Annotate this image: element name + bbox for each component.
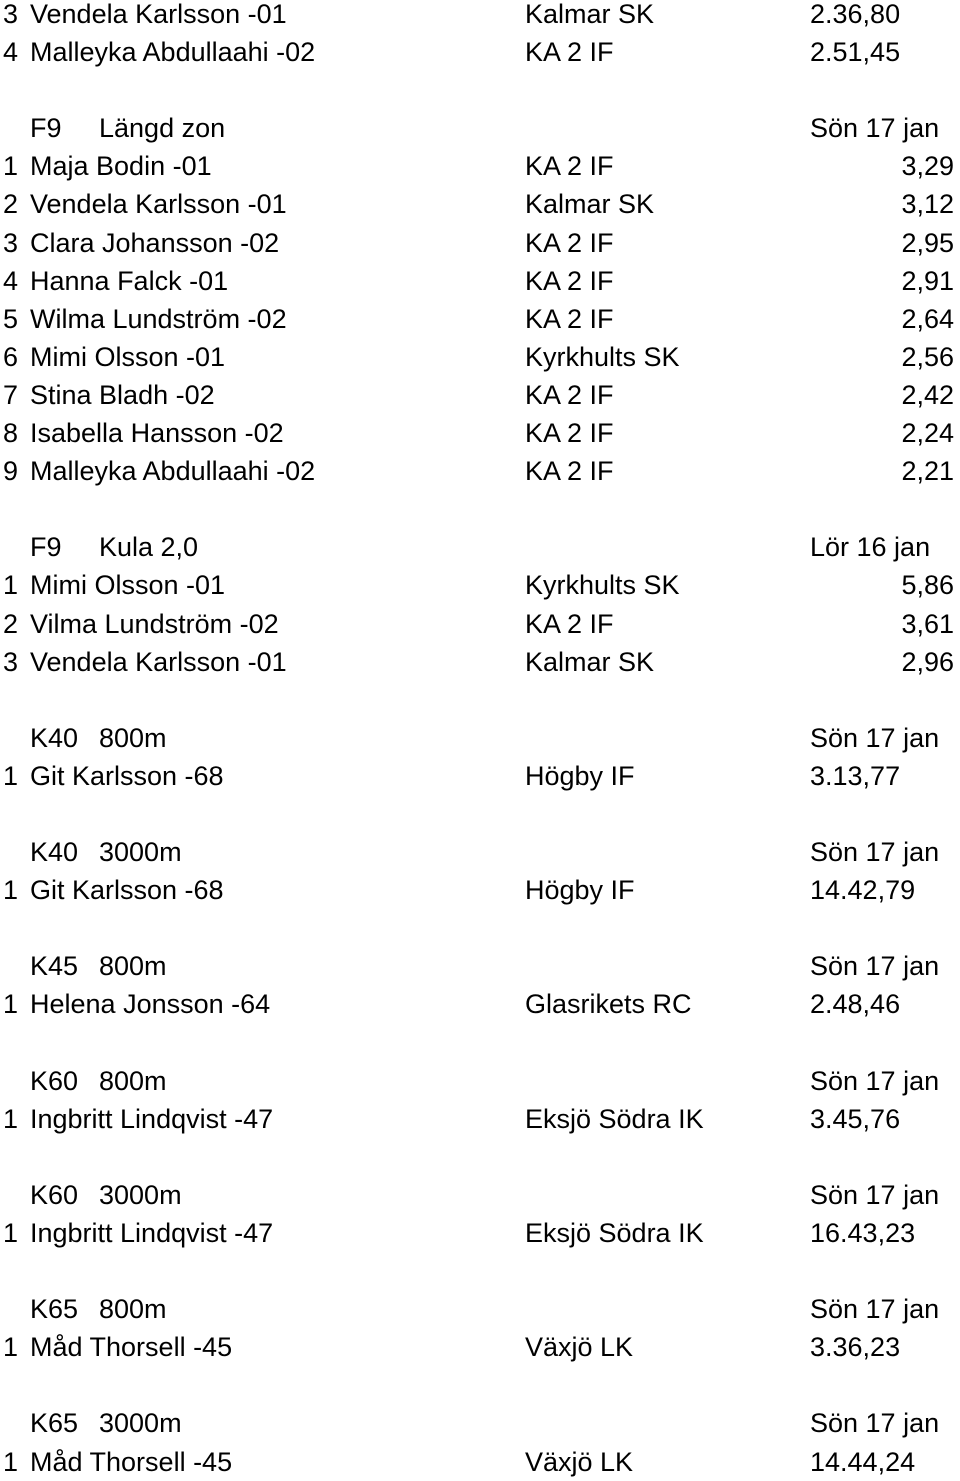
event-date: Sön 17 jan (810, 951, 940, 982)
result-row (0, 300, 960, 338)
athlete-place: 8 (3, 418, 19, 449)
event-date: Sön 17 jan (810, 1065, 940, 1096)
athlete-place: 1 (3, 570, 19, 601)
athlete-place: 1 (3, 875, 19, 906)
event-date: Sön 17 jan (810, 722, 940, 753)
event-header (0, 109, 960, 147)
athlete-result: 5,86 (901, 570, 954, 601)
athlete-club: KA 2 IF (525, 379, 614, 410)
athlete-place: 1 (3, 1446, 19, 1477)
athlete-place: 2 (3, 608, 19, 639)
result-row (0, 985, 960, 1023)
result-row (0, 33, 960, 71)
athlete-club: Eksjö Södra IK (525, 1103, 704, 1134)
athlete-name: Malleyka Abdullaahi -02 (30, 456, 316, 487)
athlete-result: 3.36,23 (810, 1332, 901, 1363)
athlete-place: 5 (3, 303, 19, 334)
event-discipline: 3000m (99, 1408, 182, 1439)
result-row (0, 1100, 960, 1138)
athlete-club: Kyrkhults SK (525, 341, 680, 372)
athlete-club: KA 2 IF (525, 227, 614, 258)
event-header (0, 1176, 960, 1214)
athlete-club: Kalmar SK (525, 189, 655, 220)
athlete-club: KA 2 IF (525, 265, 614, 296)
event-date: Sön 17 jan (810, 1408, 940, 1439)
event-discipline: Längd zon (99, 113, 226, 144)
event-header (0, 947, 960, 985)
athlete-place: 9 (3, 456, 19, 487)
athlete-place: 1 (3, 1103, 19, 1134)
athlete-name: Vendela Karlsson -01 (30, 0, 287, 29)
result-row (0, 643, 960, 681)
athlete-name: Vendela Karlsson -01 (30, 189, 287, 220)
event-class: K40 (30, 722, 79, 753)
result-row (0, 1443, 960, 1481)
athlete-name: Malleyka Abdullaahi -02 (30, 37, 316, 68)
athlete-club: Eksjö Södra IK (525, 1218, 704, 1248)
athlete-place: 4 (3, 265, 19, 296)
result-row (0, 452, 960, 490)
athlete-name: Isabella Hansson -02 (30, 418, 284, 449)
result-row (0, 147, 960, 185)
athlete-result: 2,95 (901, 227, 954, 258)
result-row (0, 1328, 960, 1366)
athlete-result: 2,56 (901, 341, 954, 372)
athlete-club: Kalmar SK (525, 646, 655, 677)
event-class: K45 (30, 951, 79, 982)
result-row (0, 1214, 960, 1252)
athlete-place: 1 (3, 760, 19, 791)
result-row (0, 262, 960, 300)
athlete-club: KA 2 IF (525, 37, 614, 68)
athlete-name: Mimi Olsson -01 (30, 341, 226, 372)
block-spacer (0, 71, 960, 109)
athlete-place: 2 (3, 189, 19, 220)
event-date: Lör 16 jan (810, 532, 931, 563)
athlete-club: Högby IF (525, 760, 635, 791)
result-row (0, 224, 960, 262)
athlete-result: 3,61 (901, 608, 954, 639)
athlete-club: KA 2 IF (525, 418, 614, 449)
athlete-name: Vilma Lundström -02 (30, 608, 279, 639)
block-spacer (0, 1024, 960, 1062)
event-discipline: 3000m (99, 1179, 182, 1210)
athlete-club: Kyrkhults SK (525, 570, 680, 601)
event-header (0, 528, 960, 566)
block-spacer (0, 681, 960, 719)
event-header (0, 1062, 960, 1100)
athlete-place: 1 (3, 989, 19, 1020)
athlete-name: Clara Johansson -02 (30, 227, 280, 258)
athlete-club: Glasrikets RC (525, 989, 692, 1020)
athlete-place: 1 (3, 151, 19, 182)
athlete-name: Git Karlsson -68 (30, 760, 224, 791)
event-header (0, 1290, 960, 1328)
athlete-club: Växjö LK (525, 1446, 634, 1477)
result-row (0, 757, 960, 795)
athlete-name: Wilma Lundström -02 (30, 303, 287, 334)
athlete-place: 4 (3, 37, 19, 68)
athlete-club: KA 2 IF (525, 456, 614, 487)
event-discipline: 800m (99, 1065, 167, 1096)
athlete-result: 16.43,23 (810, 1218, 916, 1248)
event-discipline: 800m (99, 951, 167, 982)
event-class: K60 (30, 1065, 79, 1096)
block-spacer (0, 1138, 960, 1176)
event-discipline: 3000m (99, 837, 182, 868)
event-date: Sön 17 jan (810, 1179, 940, 1210)
athlete-result: 2,91 (901, 265, 954, 296)
athlete-result: 2.51,45 (810, 37, 901, 68)
event-discipline: Kula 2,0 (99, 532, 199, 563)
event-header (0, 833, 960, 871)
event-class: F9 (30, 532, 62, 563)
result-row (0, 0, 960, 33)
athlete-name: Måd Thorsell -45 (30, 1446, 233, 1477)
result-row (0, 605, 960, 643)
athlete-name: Helena Jonsson -64 (30, 989, 271, 1020)
athlete-place: 1 (3, 1218, 19, 1248)
athlete-club: Högby IF (525, 875, 635, 906)
event-header (0, 719, 960, 757)
athlete-club: Kalmar SK (525, 0, 655, 29)
athlete-name: Ingbritt Lindqvist -47 (30, 1103, 274, 1134)
athlete-result: 3,29 (901, 151, 954, 182)
athlete-result: 2,64 (901, 303, 954, 334)
athlete-place: 7 (3, 379, 19, 410)
athlete-club: KA 2 IF (525, 608, 614, 639)
result-row (0, 414, 960, 452)
event-class: F9 (30, 113, 62, 144)
athlete-result: 3,12 (901, 189, 954, 220)
event-class: K65 (30, 1408, 79, 1439)
block-spacer (0, 1252, 960, 1290)
athlete-place: 3 (3, 227, 19, 258)
athlete-name: Hanna Falck -01 (30, 265, 229, 296)
block-spacer (0, 490, 960, 528)
athlete-place: 1 (3, 1332, 19, 1363)
event-discipline: 800m (99, 722, 167, 753)
event-date: Sön 17 jan (810, 113, 940, 144)
event-class: K65 (30, 1294, 79, 1325)
block-spacer (0, 1366, 960, 1404)
athlete-result: 3.45,76 (810, 1103, 901, 1134)
event-class: K40 (30, 837, 79, 868)
athlete-result: 2,24 (901, 418, 954, 449)
athlete-place: 3 (3, 0, 19, 29)
athlete-result: 14.44,24 (810, 1446, 916, 1477)
athlete-name: Git Karlsson -68 (30, 875, 224, 906)
athlete-name: Mimi Olsson -01 (30, 570, 226, 601)
athlete-name: Ingbritt Lindqvist -47 (30, 1218, 274, 1248)
athlete-name: Måd Thorsell -45 (30, 1332, 233, 1363)
athlete-club: KA 2 IF (525, 151, 614, 182)
athlete-result: 2,42 (901, 379, 954, 410)
athlete-club: Växjö LK (525, 1332, 634, 1363)
athlete-result: 14.42,79 (810, 875, 916, 906)
event-class: K60 (30, 1179, 79, 1210)
event-date: Sön 17 jan (810, 837, 940, 868)
result-row (0, 376, 960, 414)
athlete-result: 3.13,77 (810, 760, 901, 791)
athlete-result: 2.36,80 (810, 0, 901, 29)
result-row (0, 185, 960, 223)
athlete-name: Maja Bodin -01 (30, 151, 212, 182)
event-date: Sön 17 jan (810, 1294, 940, 1325)
event-discipline: 800m (99, 1294, 167, 1325)
event-header (0, 1404, 960, 1442)
result-row (0, 566, 960, 604)
athlete-result: 2,21 (901, 456, 954, 487)
result-row (0, 338, 960, 376)
result-row (0, 871, 960, 909)
athlete-name: Stina Bladh -02 (30, 379, 215, 410)
athlete-place: 3 (3, 646, 19, 677)
athlete-club: KA 2 IF (525, 303, 614, 334)
athlete-result: 2,96 (901, 646, 954, 677)
block-spacer (0, 909, 960, 947)
athlete-name: Vendela Karlsson -01 (30, 646, 287, 677)
block-spacer (0, 795, 960, 833)
athlete-place: 6 (3, 341, 19, 372)
athlete-result: 2.48,46 (810, 989, 901, 1020)
